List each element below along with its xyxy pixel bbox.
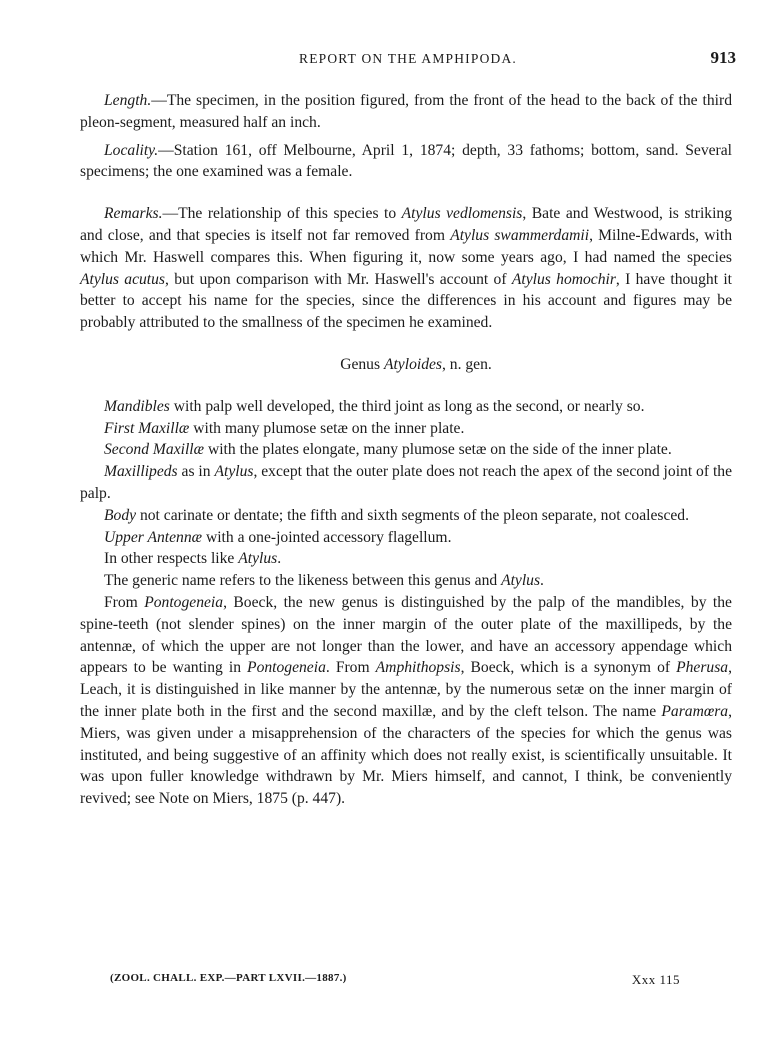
page-body: [80, 90, 732, 810]
discussion-text: , Leach, it is distinguished in like manner by the antennæ, by the numerous setæ on the inner margin of the inner plate both in the first and the second maxillæ, and by the cleft telson. The name: [80, 659, 732, 720]
footer-signature: Xxx 115: [631, 972, 680, 987]
genus-reference: Atylus: [501, 572, 541, 590]
upper-antennae-paragraph: [80, 527, 732, 549]
body-text: not carinate or dentate; the fifth and sixth segments of the pleon separate, not coalesced.: [136, 506, 689, 524]
maxillipeds-paragraph: [80, 461, 732, 505]
upper-antennae-label: Upper Antennæ: [104, 528, 203, 546]
other-text: In other respects like: [104, 550, 239, 568]
first-maxillae-label: First Maxillæ: [104, 419, 190, 437]
remarks-text: , I have thought it better to accept his name for the species, since the differences in his account and figures may be probably attributed to the smallness of the specimen he examined.: [80, 270, 733, 332]
genus-name: Atyloides: [383, 355, 442, 373]
discussion-text: , Boeck, which is a synonym of: [460, 659, 677, 677]
page-number: 913: [710, 48, 736, 67]
generic-name-paragraph: [80, 570, 732, 592]
first-maxillae-text: with many plumose setæ on the inner plate.: [189, 419, 465, 437]
locality-paragraph: [80, 140, 732, 184]
genus-reference: Pontogeneia: [247, 659, 326, 677]
remarks-paragraph: [80, 203, 732, 334]
genus-reference: Atylus: [214, 463, 254, 481]
locality-text: —Station 161, off Melbourne, April 1, 1874; depth, 33 fathoms; bottom, sand. Several specimens; the one examined was a female.: [80, 141, 732, 181]
genus-reference: Paramœra: [661, 702, 729, 720]
remarks-text: —The relationship of this species to: [162, 205, 402, 223]
genus-reference: Amphithopsis: [375, 659, 461, 677]
running-title: REPORT ON THE AMPHIPODA.: [298, 51, 518, 66]
genus-reference: Pherusa: [676, 659, 729, 677]
generic-text: .: [540, 572, 544, 590]
page-footer: [110, 972, 680, 992]
species-name: Atylus swammerdamii: [450, 226, 590, 244]
page-header: [80, 48, 736, 74]
mandibles-text: with palp well developed, the third joint as long as the second, or nearly so.: [169, 397, 645, 415]
generic-text: The generic name refers to the likeness between this genus and: [104, 572, 502, 590]
mandibles-paragraph: [80, 396, 732, 418]
first-maxillae-paragraph: [80, 418, 732, 440]
body-label: Body: [104, 506, 137, 524]
species-name: Atylus vedlomensis: [401, 205, 523, 223]
discussion-text: From: [104, 593, 145, 611]
length-paragraph: [80, 90, 732, 134]
body-paragraph: [80, 505, 732, 527]
remarks-text: , Bate and Westwood, is striking and close, and that species is itself not far removed from: [80, 205, 732, 244]
mandibles-label: Mandibles: [104, 397, 170, 415]
discussion-text: , Miers, was given under a misapprehension of the characters of the species for which the genus was instituted, and being suggestive of an affinity which does not really exist, is scientifically unsuitable. It was upon fuller knowledge withdrawn by Mr. Miers himself, and cannot, I think, be conveniently revived; see Note on Miers, 1875 (p. 447).: [80, 702, 732, 808]
maxillipeds-label: Maxillipeds: [104, 463, 178, 481]
length-label: Length.: [104, 92, 152, 109]
second-maxillae-paragraph: [80, 439, 732, 461]
discussion-text: , Boeck, the new genus is distinguished by the palp of the mandibles, by the spine-teeth (not slender spines) on the inner margin of the outer plate of the maxillipeds, by the antennæ, of which the upper are not longer than the lower, and have an accessory appendage which appears to be wanting in: [80, 593, 732, 677]
genus-suffix: , n. gen.: [441, 355, 492, 373]
other-text: .: [277, 550, 282, 568]
maxillipeds-text: as in: [177, 463, 215, 481]
species-name: Atylus homochir: [511, 270, 616, 288]
discussion-text: . From: [325, 659, 376, 677]
upper-antennae-text: with a one-jointed accessory flagellum.: [202, 528, 452, 546]
other-respects-paragraph: [80, 548, 732, 570]
maxillipeds-text: , except that the outer plate does not reach the apex of the second joint of the palp.: [80, 463, 732, 502]
remarks-text: , Milne-Edwards, with which Mr. Haswell compares this. When figuring it, now some years ago, I had named the species: [80, 226, 732, 266]
second-maxillae-text: with the plates elongate, many plumose setæ on the side of the inner plate.: [204, 441, 672, 459]
genus-reference: Atylus: [238, 550, 278, 568]
second-maxillae-label: Second Maxillæ: [104, 441, 205, 459]
species-name: Atylus acutus: [80, 270, 166, 288]
footer-publication: (ZOOL. CHALL. EXP.—PART LXVII.—1887.): [110, 972, 347, 984]
remarks-label: Remarks.: [104, 205, 163, 223]
locality-label: Locality.: [104, 141, 159, 159]
discussion-paragraph: [80, 592, 732, 810]
length-text: —The specimen, in the position figured, from the front of the head to the back of the third pleon-segment, measured half an inch.: [80, 92, 732, 131]
genus-heading: [80, 354, 732, 376]
genus-reference: Pontogeneia: [144, 593, 224, 611]
genus-prefix: Genus: [340, 355, 384, 373]
remarks-text: , but upon comparison with Mr. Haswell's account of: [165, 270, 512, 288]
